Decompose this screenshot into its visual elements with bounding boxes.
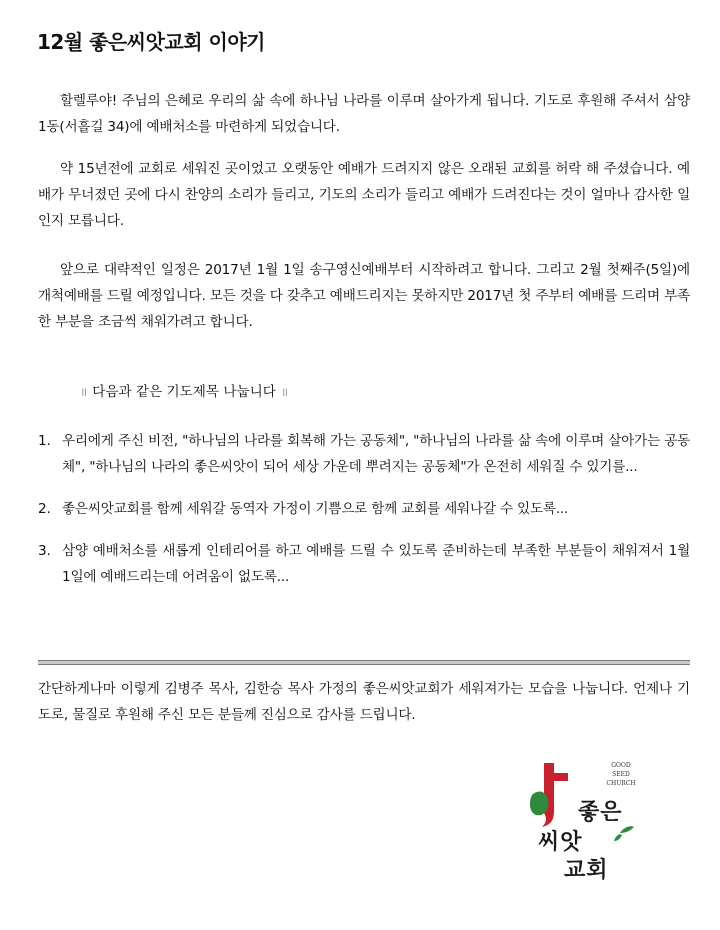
heading-mark-right: ॥ <box>280 385 289 399</box>
schedule-paragraph: 앞으로 대략적인 일정은 2017년 1월 1일 송구영신예배부터 시작하려고 합니다. 그리고 2월 첫째주(5일)에 개척예배를 드릴 예정입니다. 모든 것을 다 갖추고 예배드리지는 못하지만 2017년 첫 주부터 예배를 드리며 부족한 부분을 조금씩 채워가려고 합니다. <box>38 262 690 330</box>
prayer-item-text: 삼양 예배처소를 새롭게 인테리어를 하고 예배를 드릴 수 있도록 준비하는데 부족한 부분들이 채워져서 1월 1일에 예배드리는데 어려움이 없도록... <box>62 543 690 585</box>
page-title: 12월 좋은씨앗교회 이야기 <box>37 30 265 54</box>
logo-korean-line-2: 씨앗 <box>538 830 583 855</box>
prayer-item <box>38 496 690 522</box>
church-logo <box>528 755 658 890</box>
intro-paragraph: 할렐루야! 주님의 은혜로 우리의 삶 속에 하나님 나라를 이루며 살아가게 됩니다. 기도로 후원해 주셔서 삼양 1동(서흘길 34)에 예배처소를 마련하게 되었습니다. <box>38 93 690 135</box>
section-divider <box>38 660 690 665</box>
prayer-item-text: 좋은씨앗교회를 함께 세워갈 동역자 가정이 기쁨으로 함께 교회를 세워나갈 수 있도록... <box>62 501 569 517</box>
logo-korean-line-3: 교회 <box>564 858 609 883</box>
heading-mark-left: ॥ <box>80 385 88 399</box>
prayer-heading-text: 다음과 같은 기도제목 나눕니다 <box>92 384 276 400</box>
prayer-heading <box>75 380 293 400</box>
history-paragraph: 약 15년전에 교회로 세워진 곳이었고 오랫동안 예배가 드려지지 않은 오래된 교회를 허락 해 주셨습니다. 예배가 무너졌던 곳에 다시 찬양의 소리가 들리고, 기도의 소리가 들리고 예배가 드려진다는 것이 얼마나 감사한 일인지 모릅니다. <box>38 161 690 229</box>
prayer-item-number: 2. <box>38 501 51 517</box>
prayer-item <box>38 538 690 590</box>
prayer-item-text: 우리에게 주신 비전, "하나님의 나라를 회복해 가는 공동체", "하나님의 나라를 삶 속에 이루며 살아가는 공동체", "하나님의 나라의 좋은씨앗이 되어 세상 가운데 뿌려지는 공동체"가 온전히 세워질 수 있기를... <box>62 433 690 475</box>
prayer-item-number: 1. <box>38 433 51 449</box>
prayer-list <box>38 428 690 590</box>
logo-english-text: GOOD SEED CHURCH <box>606 762 636 787</box>
prayer-item-number: 3. <box>38 543 51 559</box>
sprout-icon <box>614 826 634 841</box>
logo-korean-line-1: 좋은 <box>578 800 623 825</box>
closing-paragraph: 간단하게나마 이렇게 김병주 목사, 김한승 목사 가정의 좋은씨앗교회가 세워져가는 모습을 나눕니다. 언제나 기도로, 물질로 후원해 주신 모든 분들께 진심으로 감사를 드립니다. <box>38 681 690 723</box>
prayer-item <box>38 428 690 480</box>
